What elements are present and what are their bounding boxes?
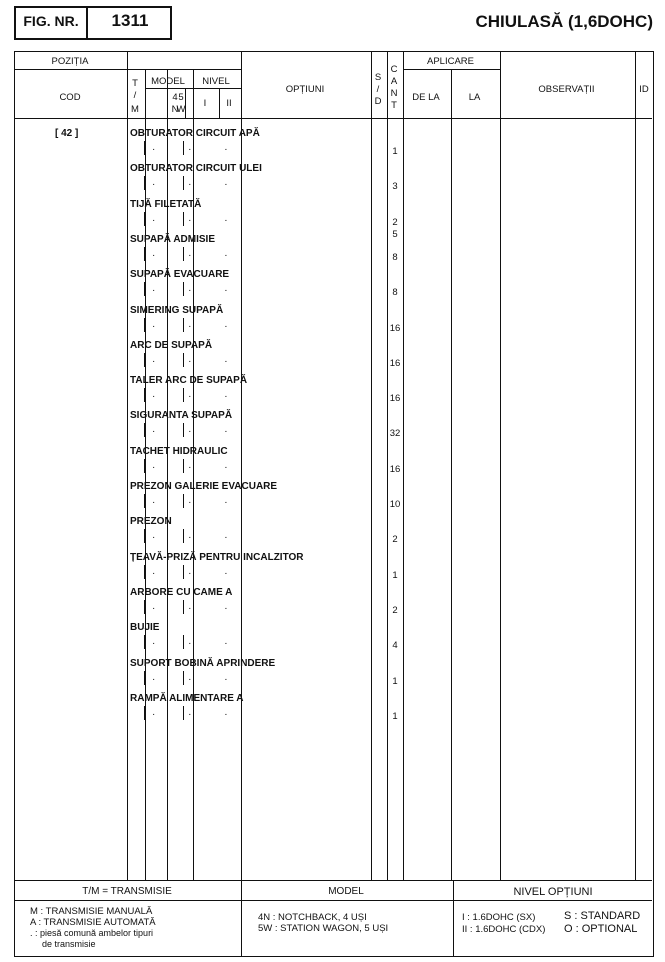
legend-nivel-code: O : OPTIONAL <box>564 923 638 935</box>
common-part-dots: · · · <box>152 391 243 403</box>
row-tick <box>183 529 184 543</box>
row-tick <box>183 565 184 579</box>
col-aplicare: APLICARE <box>427 56 474 67</box>
common-part-dots: · · · <box>152 567 243 579</box>
part-quantity: 3 <box>392 181 398 193</box>
common-part-dots: · · · <box>152 638 243 650</box>
row-tick <box>183 318 184 332</box>
row-tick <box>183 141 184 155</box>
legend-nivel-code: S : STANDARD <box>564 910 641 922</box>
col-tm-t: T <box>132 78 138 89</box>
row-tick <box>144 176 145 190</box>
row-tick <box>183 494 184 508</box>
row-tick <box>183 212 184 226</box>
row-tick <box>144 212 145 226</box>
col-tm-slash: / <box>133 90 137 101</box>
row-tick <box>144 600 145 614</box>
row-tick <box>144 459 145 473</box>
part-name: SUPAPĂ EVACUARE <box>130 269 230 281</box>
part-quantity: 8 <box>392 287 398 299</box>
legend-tm-line: de transmisie <box>42 939 96 949</box>
position-code: [ 42 ] <box>55 128 79 139</box>
common-part-dots: · · · <box>152 708 243 720</box>
figure-number: 1311 <box>111 11 149 30</box>
part-name: BUJIE <box>130 622 160 634</box>
part-name: SUPAPĂ ADMISIE <box>130 233 216 245</box>
col-sd-slash: / <box>376 84 380 95</box>
part-quantity: 1 <box>392 146 398 157</box>
part-name: OBTURATOR CIRCUIT APĂ <box>130 128 260 139</box>
common-part-dots: · · · <box>152 426 243 438</box>
row-tick <box>144 635 145 649</box>
col-pozitia: POZIȚIA <box>51 56 89 67</box>
legend-tm-line: . : piesă comună ambelor tipuri <box>30 928 154 938</box>
common-part-dots: · · · <box>152 602 243 614</box>
part-name: TACHET HIDRAULIC <box>130 445 228 457</box>
part-quantity: 8 <box>392 251 398 263</box>
legend-tm-line: A : TRANSMISIE AUTOMATĂ <box>30 917 156 928</box>
legend-nivel-title: NIVEL OPȚIUNI <box>513 886 593 898</box>
legend-model-title: MODEL <box>328 886 364 897</box>
col-observatii: OBSERVAȚII <box>538 84 595 95</box>
row-tick <box>144 353 145 367</box>
common-part-dots: · · · <box>152 249 243 261</box>
part-quantity: 1 <box>392 569 398 581</box>
col-model-5: 5 <box>178 92 184 103</box>
parts-table <box>14 51 654 957</box>
col-id: ID <box>639 84 649 95</box>
part-quantity: 2 <box>392 534 398 546</box>
col-model-n: N <box>171 104 179 115</box>
legend-tm-title: T/M = TRANSMISIE <box>82 886 172 897</box>
col-nivel-1: I <box>203 98 207 109</box>
col-sd-d: D <box>374 96 382 107</box>
part-quantity: 2 <box>392 604 398 616</box>
part-name: OBTURATOR CIRCUIT ULEI <box>130 163 262 175</box>
part-quantity: 1 <box>392 710 398 722</box>
part-name: TALER ARC DE SUPAPĂ <box>130 375 248 387</box>
row-tick <box>183 706 184 720</box>
col-model: MODEL <box>151 76 185 87</box>
part-name: SIGURANTA SUPAPĂ <box>130 410 233 422</box>
common-part-dots: · · · <box>152 355 243 367</box>
common-part-dots: · · · <box>152 497 243 508</box>
part-quantity: 1 <box>392 675 398 687</box>
common-part-dots: · · · <box>152 179 243 191</box>
legend-tm-line: M : TRANSMISIE MANUALĂ <box>30 906 153 917</box>
common-part-dots: · · · <box>152 320 243 332</box>
common-part-dots: · · · <box>152 214 243 226</box>
col-tm-m: M <box>131 104 139 115</box>
col-la: LA <box>468 92 481 103</box>
col-model-4: 4 <box>172 92 178 103</box>
part-quantity: 16 <box>389 357 401 369</box>
row-tick <box>144 282 145 296</box>
col-cant-t: T <box>391 100 397 111</box>
row-tick <box>183 388 184 402</box>
col-de-la: DE LA <box>412 92 440 103</box>
col-cod: COD <box>59 92 81 103</box>
part-name: ARBORE CU CAME A <box>130 586 233 598</box>
part-quantity: 16 <box>389 393 401 405</box>
part-quantity: 16 <box>389 322 401 334</box>
part-name: PREZON <box>130 516 172 528</box>
common-part-dots: · · · <box>152 461 243 473</box>
part-name: ȚEAVĂ-PRIZĂ PENTRU INCALZITOR <box>130 551 304 563</box>
common-part-dots: · · · <box>152 532 243 544</box>
row-tick <box>144 706 145 720</box>
page-title: CHIULASĂ (1,6DOHC) <box>475 12 653 31</box>
row-tick <box>144 318 145 332</box>
row-tick <box>144 671 145 685</box>
row-tick <box>183 635 184 649</box>
row-tick <box>144 565 145 579</box>
part-name: RAMPĂ ALIMENTARE A <box>130 692 244 704</box>
part-quantity: 5 <box>392 228 398 240</box>
row-tick <box>144 529 145 543</box>
part-name: TIJĂ FILETATĂ <box>130 198 202 210</box>
part-quantity: 10 <box>389 499 401 510</box>
part-quantity: 32 <box>389 428 401 440</box>
legend-model-line: 5W : STATION WAGON, 5 UȘI <box>258 923 389 934</box>
part-name: SUPORT BOBINĂ APRINDERE <box>130 657 276 669</box>
row-tick <box>144 494 145 508</box>
col-nivel-2: II <box>226 98 232 109</box>
col-cant-c: C <box>390 64 398 75</box>
common-part-dots: · · · <box>152 144 243 155</box>
row-tick <box>144 247 145 261</box>
row-tick <box>183 671 184 685</box>
col-model-w: W <box>176 104 186 115</box>
row-tick <box>183 600 184 614</box>
row-tick <box>144 423 145 437</box>
legend-nivel-line: I : 1.6DOHC (SX) <box>462 912 536 923</box>
col-cant-a: A <box>390 76 398 87</box>
common-part-dots: · · · <box>152 673 243 685</box>
part-name: SIMERING SUPAPĂ <box>130 304 224 316</box>
common-part-dots: · · · <box>152 285 243 297</box>
part-quantity: 2 <box>392 216 398 228</box>
part-name: PREZON GALERIE EVACUARE <box>130 481 278 492</box>
row-tick <box>183 176 184 190</box>
legend-model-line: 4N : NOTCHBACK, 4 UȘI <box>258 912 367 923</box>
col-nivel: NIVEL <box>202 76 230 87</box>
legend-nivel-line: II : 1.6DOHC (CDX) <box>462 924 546 935</box>
row-tick <box>144 388 145 402</box>
part-name: ARC DE SUPAPĂ <box>130 339 213 351</box>
row-tick <box>183 282 184 296</box>
row-tick <box>183 247 184 261</box>
col-sd-s: S <box>374 72 382 83</box>
row-tick <box>183 459 184 473</box>
col-cant-n: N <box>390 88 398 99</box>
col-optiuni: OPȚIUNI <box>285 84 325 95</box>
row-tick <box>183 353 184 367</box>
figure-label: FIG. NR. <box>16 6 88 40</box>
row-tick <box>144 141 145 155</box>
row-tick <box>183 423 184 437</box>
part-quantity: 16 <box>389 463 401 475</box>
part-quantity: 4 <box>392 640 398 652</box>
